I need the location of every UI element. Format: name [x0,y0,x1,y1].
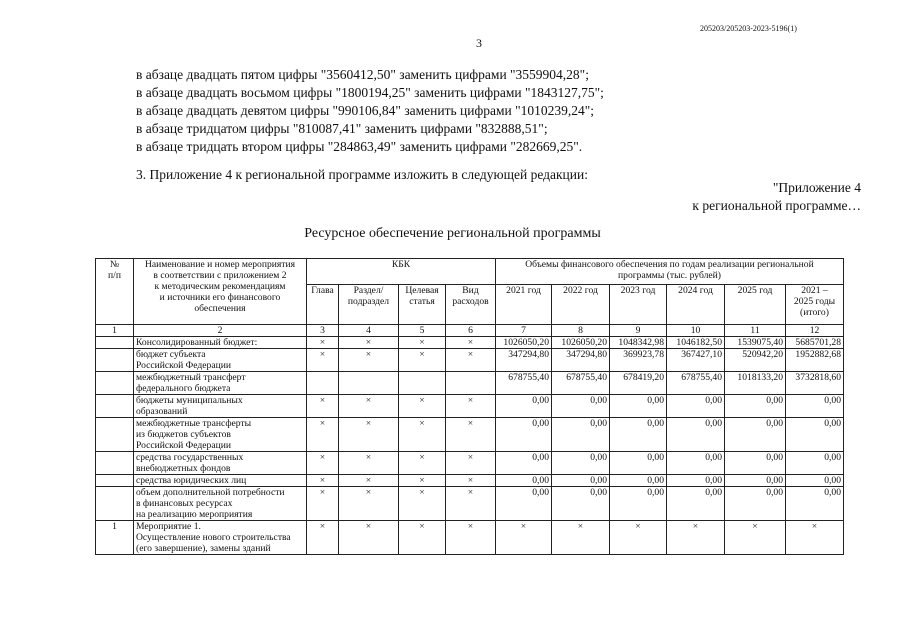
column-number: 7 [496,325,552,337]
header-volumes: Объемы финансового обеспечения по годам реализации региональной программы (тыс. рублей) [496,259,844,285]
table-row [96,475,844,487]
appendix-reference: к региональной программе… [692,198,861,213]
row-number [96,337,134,349]
column-number: 8 [552,325,610,337]
column-number: 3 [307,325,339,337]
funding-value: × [610,521,667,555]
row-number [96,395,134,418]
funding-value: 0,00 [610,395,667,418]
header-kbk-column: Вид расходов [446,285,496,325]
funding-value: 678755,40 [667,372,725,395]
kbk-value: × [339,475,399,487]
funding-value: × [786,521,844,555]
table-row [96,418,844,452]
funding-value: 0,00 [786,452,844,475]
kbk-value: × [399,521,446,555]
kbk-value: × [307,521,339,555]
funding-value: × [552,521,610,555]
funding-value: 0,00 [552,418,610,452]
funding-value: 0,00 [667,395,725,418]
funding-value: 1046182,50 [667,337,725,349]
table-title: Ресурсное обеспечение региональной программы [304,226,601,241]
funding-value: 0,00 [667,475,725,487]
kbk-value: × [399,337,446,349]
funding-value: 1018133,20 [725,372,786,395]
column-number: 1 [96,325,134,337]
funding-value: 369923,78 [610,349,667,372]
kbk-value: × [339,349,399,372]
kbk-value: × [339,418,399,452]
row-name: бюджеты муниципальных образований [134,395,307,418]
column-number: 11 [725,325,786,337]
kbk-value: × [446,475,496,487]
column-number: 6 [446,325,496,337]
row-number [96,372,134,395]
header-kbk-column: Раздел/ подраздел [339,285,399,325]
document-id: 205203/205203-2023-5196(1) [700,24,797,33]
funding-value: 347294,80 [552,349,610,372]
table-row [96,372,844,395]
funding-value: 520942,20 [725,349,786,372]
funding-value: × [667,521,725,555]
funding-value: 1026050,20 [496,337,552,349]
kbk-value: × [339,521,399,555]
column-number: 10 [667,325,725,337]
kbk-value: × [307,452,339,475]
kbk-value: × [399,418,446,452]
kbk-value: × [399,395,446,418]
funding-value: 367427,10 [667,349,725,372]
kbk-value: × [446,521,496,555]
kbk-value: × [339,337,399,349]
kbk-value: × [399,475,446,487]
kbk-value [399,372,446,395]
funding-value: 0,00 [496,395,552,418]
kbk-value: × [307,487,339,521]
paragraph: в абзаце двадцать пятом цифры "3560412,50" заменить цифрами "3559904,28"; [136,67,589,82]
funding-value: 0,00 [786,418,844,452]
funding-value: 0,00 [667,418,725,452]
funding-value: 0,00 [552,395,610,418]
funding-value: 0,00 [496,418,552,452]
funding-value: 0,00 [552,452,610,475]
header-number: № п/п [96,259,134,325]
funding-value: 0,00 [725,452,786,475]
row-number [96,487,134,521]
table-row [96,487,844,521]
column-number: 5 [399,325,446,337]
row-number [96,475,134,487]
funding-value: 1048342,98 [610,337,667,349]
resource-table [95,258,844,555]
header-kbk-column: Целевая статья [399,285,446,325]
header-year-column: 2023 год [610,285,667,325]
funding-value: 1539075,40 [725,337,786,349]
paragraph: в абзаце тридцать втором цифры "284863,49" заменить цифрами "282669,25". [136,139,583,154]
funding-value: 1026050,20 [552,337,610,349]
appendix-label: "Приложение 4 [772,180,861,195]
funding-value: 0,00 [496,487,552,521]
column-number: 4 [339,325,399,337]
kbk-value: × [307,337,339,349]
funding-value: 0,00 [496,452,552,475]
kbk-value: × [399,487,446,521]
funding-value: 0,00 [552,487,610,521]
row-name: средства юридических лиц [134,475,307,487]
header-year-column: 2021 год [496,285,552,325]
funding-value: 0,00 [610,487,667,521]
row-name: межбюджетный трансферт федерального бюджета [134,372,307,395]
kbk-value: × [446,349,496,372]
table-row [96,521,844,555]
kbk-value: × [446,452,496,475]
header-name: Наименование и номер мероприятия в соответствии с приложением 2 к методическим рекомендациям и источники его финансового обеспечения [134,259,307,325]
funding-value: 5685701,28 [786,337,844,349]
kbk-value: × [446,487,496,521]
column-number: 12 [786,325,844,337]
funding-value: 0,00 [610,475,667,487]
kbk-value [339,372,399,395]
kbk-value: × [446,395,496,418]
header-kbk: КБК [307,259,496,285]
column-number: 2 [134,325,307,337]
header-year-column: 2021 – 2025 годы (итого) [786,285,844,325]
kbk-value [307,372,339,395]
funding-value: 0,00 [725,395,786,418]
paragraph: в абзаце тридцатом цифры "810087,41" заменить цифрами "832888,51"; [136,121,548,136]
item-3-text: 3. Приложение 4 к региональной программе изложить в следующей редакции: [136,167,588,182]
row-number [96,452,134,475]
kbk-value: × [307,418,339,452]
funding-value: 0,00 [786,395,844,418]
row-number [96,349,134,372]
funding-value: × [725,521,786,555]
funding-value: 678419,20 [610,372,667,395]
funding-value: 678755,40 [552,372,610,395]
funding-value: 0,00 [552,475,610,487]
kbk-value: × [446,337,496,349]
kbk-value: × [399,349,446,372]
header-year-column: 2025 год [725,285,786,325]
kbk-value: × [307,475,339,487]
funding-value: 0,00 [725,418,786,452]
kbk-value: × [307,349,339,372]
header-kbk-column: Глава [307,285,339,325]
kbk-value: × [307,395,339,418]
funding-value: 0,00 [496,475,552,487]
paragraph: в абзаце двадцать восьмом цифры "1800194,25" заменить цифрами "1843127,75"; [136,85,604,100]
row-name: средства государственных внебюджетных фондов [134,452,307,475]
kbk-value: × [446,418,496,452]
funding-value: 3732818,60 [786,372,844,395]
funding-value: 0,00 [725,475,786,487]
kbk-value: × [339,395,399,418]
funding-value: 0,00 [610,418,667,452]
table-row [96,349,844,372]
table-row [96,337,844,349]
kbk-value: × [339,452,399,475]
row-name: Консолидированный бюджет: [134,337,307,349]
row-number [96,418,134,452]
funding-value: × [496,521,552,555]
page-number: 3 [476,36,482,50]
paragraph: в абзаце двадцать девятом цифры "990106,84" заменить цифрами "1010239,24"; [136,103,595,118]
row-name: межбюджетные трансферты из бюджетов субъектов Российской Федерации [134,418,307,452]
funding-value: 0,00 [667,487,725,521]
funding-value: 0,00 [610,452,667,475]
funding-value: 347294,80 [496,349,552,372]
row-name: Мероприятие 1. Осуществление нового строительства (его завершение), замены зданий [134,521,307,555]
header-year-column: 2024 год [667,285,725,325]
column-number: 9 [610,325,667,337]
funding-value: 1952882,68 [786,349,844,372]
kbk-value: × [399,452,446,475]
row-name: бюджет субъекта Российской Федерации [134,349,307,372]
funding-value: 0,00 [786,487,844,521]
row-number: 1 [96,521,134,555]
table-row [96,395,844,418]
header-year-column: 2022 год [552,285,610,325]
kbk-value [446,372,496,395]
kbk-value: × [339,487,399,521]
funding-value: 0,00 [667,452,725,475]
funding-value: 678755,40 [496,372,552,395]
table-row [96,452,844,475]
funding-value: 0,00 [725,487,786,521]
row-name: объем дополнительной потребности в финансовых ресурсах на реализацию мероприятия [134,487,307,521]
funding-value: 0,00 [786,475,844,487]
